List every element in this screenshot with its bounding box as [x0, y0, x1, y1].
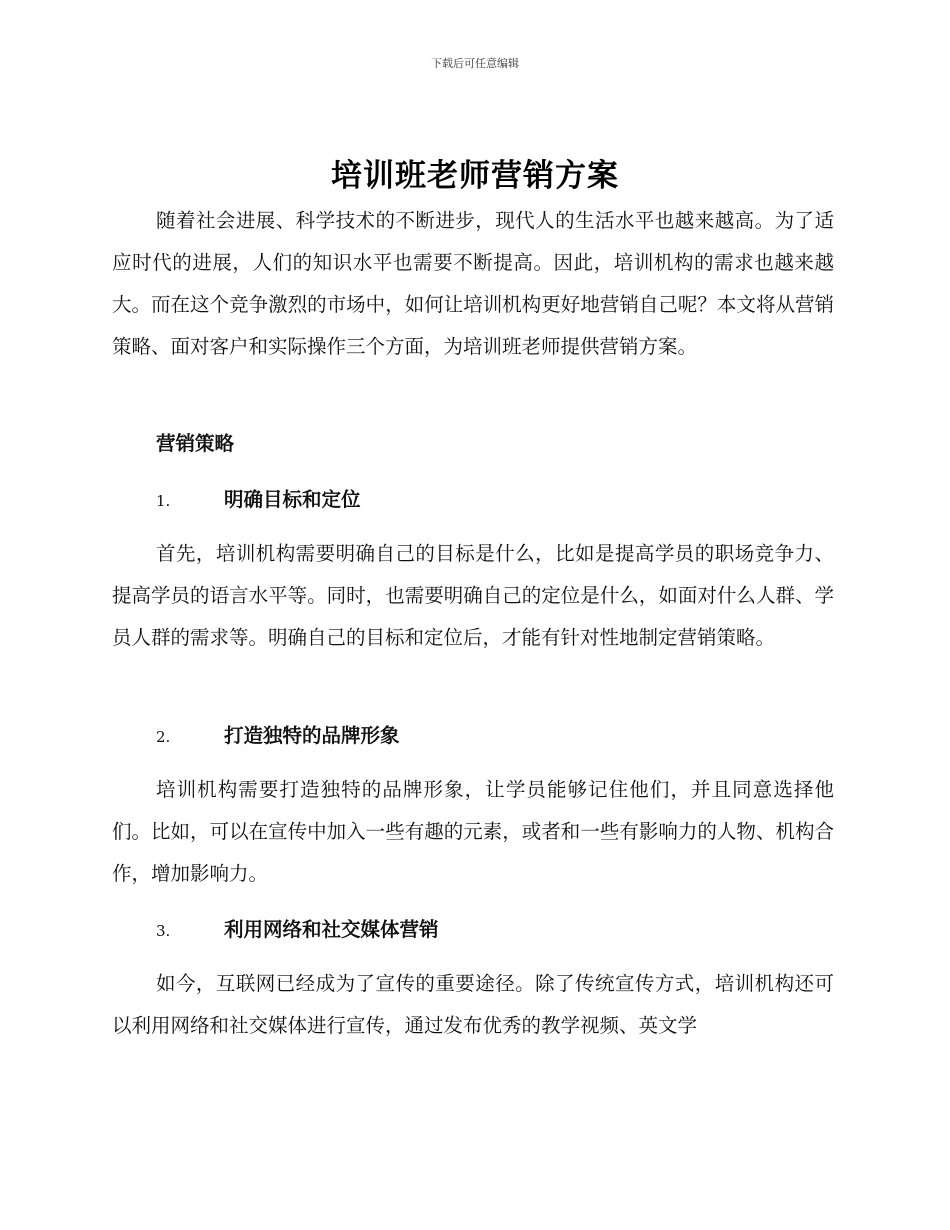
page-title: 培训班老师营销方案: [331, 158, 619, 194]
section-heading: 营销策略: [156, 432, 235, 455]
item-heading-2: [156, 720, 400, 748]
intro-paragraph: 随着社会进展、科学技术的不断进步，现代人的生活水平也越来越高。为了适应时代的进展，人们的知识水平也需要不断提高。因此，培训机构的需求也越来越大。而在这个竞争激烈的市场中，如何让培训机构更好地营销自己呢？本文将从营销策略、面对客户和实际操作三个方面，为培训班老师提供营销方案。: [112, 209, 834, 358]
item-title: 利用网络和社交媒体营销: [224, 918, 439, 941]
item-paragraph-3: 如今，互联网已经成为了宣传的重要途径。除了传统宣传方式，培训机构还可以利用网络和社交媒体进行宣传，通过发布优秀的教学视频、英文学: [112, 972, 834, 1037]
item-heading-1: [156, 484, 361, 512]
item-heading-3: [156, 914, 439, 942]
item-title: 打造独特的品牌形象: [224, 724, 400, 747]
item-number: 3.: [156, 922, 171, 940]
header-note: 下载后可任意编辑: [431, 57, 519, 70]
item-paragraph-2: 培训机构需要打造独特的品牌形象，让学员能够记住他们，并且同意选择他们。比如，可以在宣传中加入一些有趣的元素，或者和一些有影响力的人物、机构合作，增加影响力。: [112, 778, 834, 885]
item-title: 明确目标和定位: [224, 488, 361, 511]
item-number: 1.: [156, 492, 171, 510]
item-paragraph-1: 首先，培训机构需要明确自己的目标是什么，比如是提高学员的职场竞争力、提高学员的语言水平等。同时，也需要明确自己的定位是什么，如面对什么人群、学员人群的需求等。明确自己的目标和定位后，才能有针对性地制定营销策略。: [112, 542, 834, 649]
item-number: 2.: [156, 728, 171, 746]
